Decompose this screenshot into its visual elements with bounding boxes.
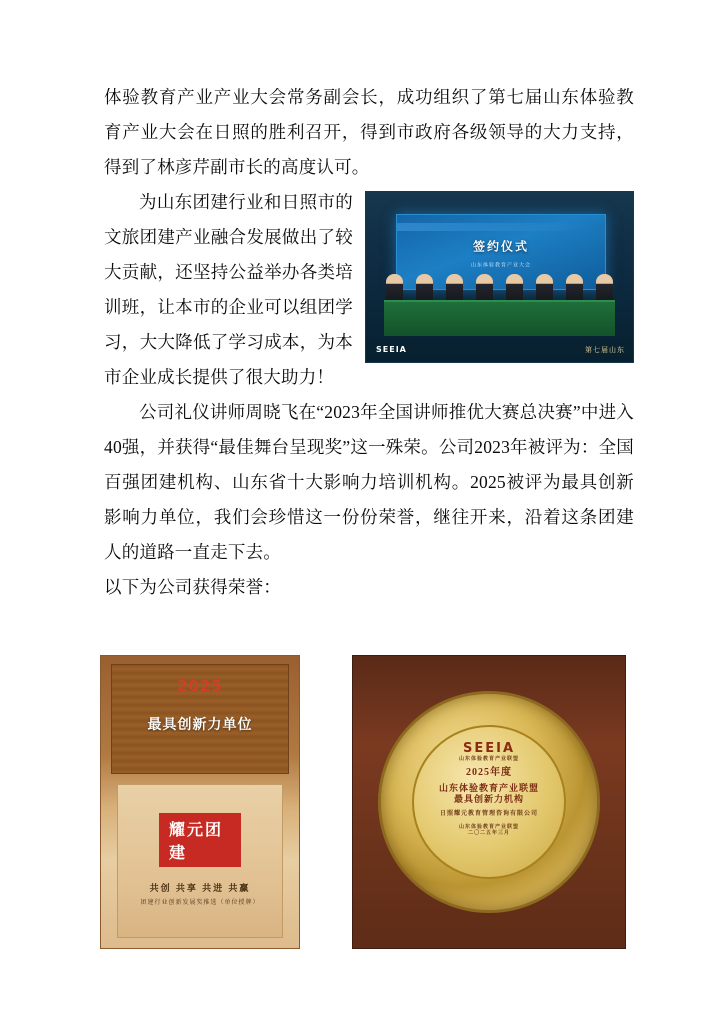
photo-corner-caption: 第七届山东 [585, 346, 625, 354]
gold-plate [378, 691, 600, 913]
award-images-row [0, 655, 723, 965]
award-left-line2: 团建行业创新发展奖推选（单位授牌） [140, 900, 260, 906]
paragraph-4: 以下为公司获得荣誉： [104, 577, 281, 597]
paragraph-2: 为山东团建行业和日照市的文旅团建产业融合发展做出了较大贡献，还坚持公益举办各类培训班，让本市的企业可以组团学习，大大降低了学习成本，为本市企业成长提供了很大助力！ [104, 192, 353, 387]
paragraph-1: 体验教育产业产业大会常务副会长，成功组织了第七届山东体验教育产业大会在日照的胜利召开，得到市政府各级领导的大力支持，得到了林彦芹副市长的高度认可。 [104, 87, 634, 177]
award-right-footer1: 山东体验教育产业联盟 [458, 825, 519, 830]
document-body [104, 80, 634, 605]
paragraph-2-with-photo [104, 185, 634, 395]
award-right-brand: SEEIA [462, 741, 516, 756]
award-right-org: 日照耀元教育管理咨询有限公司 [439, 810, 538, 817]
award-right-title-line2: 最具创新力机构 [453, 794, 524, 805]
award-right-brand-sub: 山东体验教育产业联盟 [458, 757, 519, 763]
award-left-panel [117, 784, 283, 938]
seated-people-group [386, 268, 613, 304]
award-left-title: 最具创新力单位 [147, 718, 253, 733]
screen-title: 签约仪式 [472, 239, 530, 254]
award-plaque-right [352, 655, 626, 949]
award-right-footer2: 二〇二五年三月 [467, 831, 510, 837]
paragraph-3: 公司礼仪讲师周晓飞在“2023年全国讲师推优大赛总决赛”中进入40强，并获得“最佳舞台呈现奖”这一殊荣。公司2023年被评为：全国百强团建机构、山东省十大影响力培训机构。2025被评为最具创新影响力单位，我们会珍惜这一份份荣誉，继往开来，沿着这条团建人的道路一直走下去。 [104, 402, 634, 562]
gold-plate-inner [412, 725, 566, 879]
screen-subtitle: 山东体验教育产业大会 [470, 262, 532, 269]
seeia-logo: SEEIA [376, 345, 407, 354]
screen-band [397, 223, 605, 231]
brand-box: 耀元团建 [159, 813, 241, 867]
award-plaque-left [100, 655, 300, 949]
signing-ceremony-photo [365, 191, 634, 363]
signing-table [384, 300, 615, 336]
award-left-line1: 共创 共享 共进 共赢 [149, 883, 251, 893]
year-stamp: 2025 [177, 677, 223, 695]
award-right-year: 2025年度 [466, 766, 512, 778]
award-right-title-line1: 山东体验教育产业联盟 [438, 783, 539, 793]
